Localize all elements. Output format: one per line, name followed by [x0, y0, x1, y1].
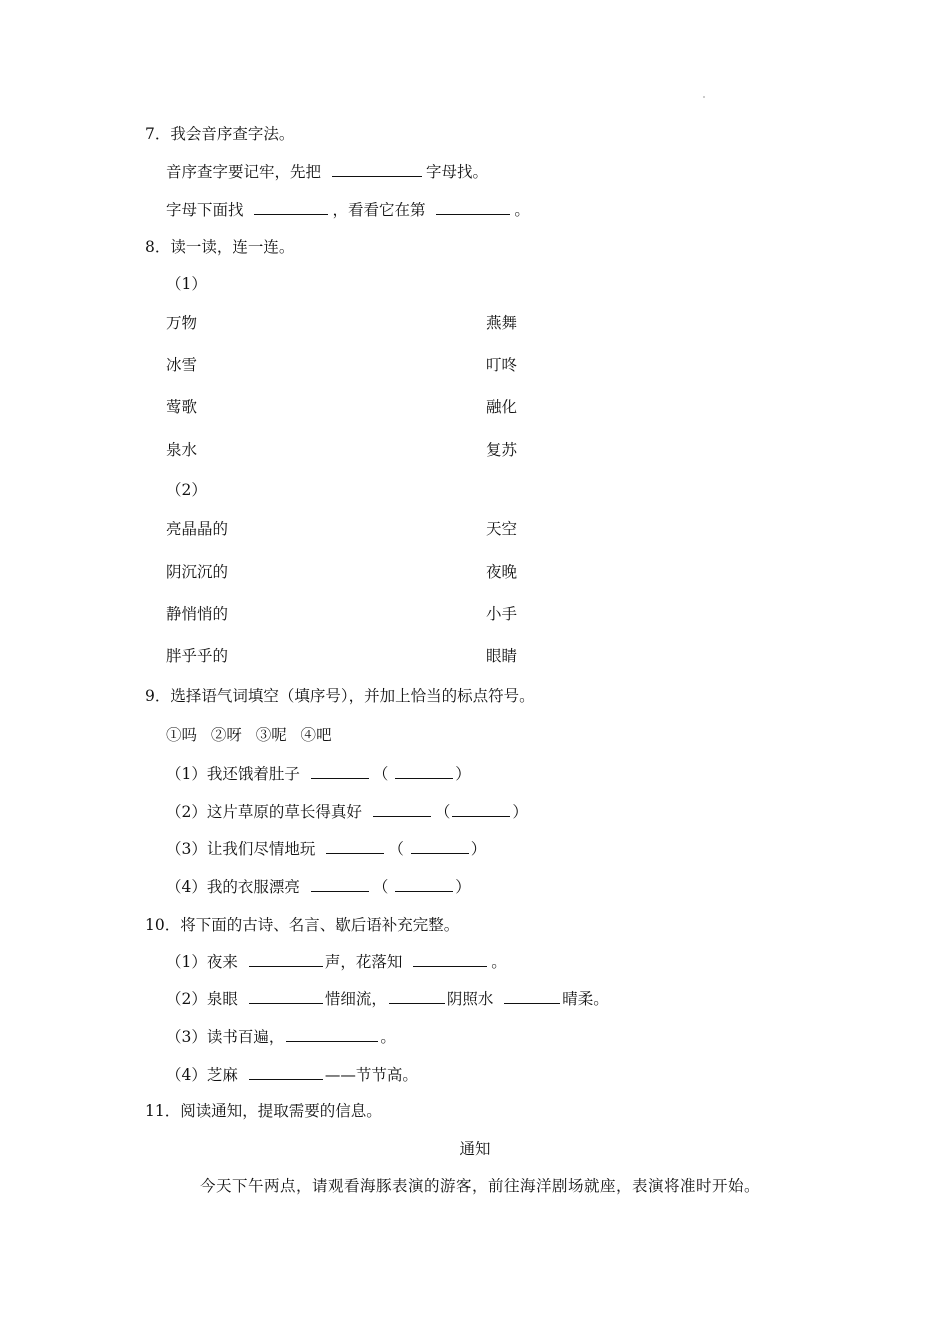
- match-left-item[interactable]: 莺歌: [166, 398, 198, 416]
- match-right-item[interactable]: 融化: [486, 398, 518, 416]
- answer-blank[interactable]: [286, 1027, 378, 1042]
- notice-title: 通知: [459, 1140, 491, 1158]
- match-right-item[interactable]: 夜晚: [486, 563, 518, 581]
- q10-text: （3）读书百遍，: [166, 1028, 285, 1046]
- q9-item: [166, 764, 471, 784]
- q9-item: [166, 839, 486, 859]
- answer-blank[interactable]: [389, 989, 445, 1004]
- q10-item-3: [166, 1027, 396, 1047]
- match-left-item[interactable]: 泉水: [166, 441, 198, 459]
- answer-blank[interactable]: [332, 162, 422, 177]
- match-left-item[interactable]: 静悄悄的: [166, 605, 229, 623]
- q10-text: （2）泉眼: [166, 990, 238, 1008]
- match-left-item[interactable]: 阴沉沉的: [166, 563, 229, 581]
- answer-blank[interactable]: [504, 989, 560, 1004]
- q10-title: 10．将下面的古诗、名言、歇后语补充完整。: [145, 916, 460, 934]
- q10-text: 。: [380, 1028, 396, 1046]
- match-left-item[interactable]: 亮晶晶的: [166, 520, 229, 538]
- q7-line2-text-c: 。: [514, 201, 530, 219]
- q8-title: 8．读一读，连一连。: [145, 238, 295, 256]
- match-right-item[interactable]: 眼睛: [486, 647, 518, 665]
- q9-item-text: （3）让我们尽情地玩: [166, 840, 316, 858]
- particle-blank[interactable]: [326, 839, 384, 854]
- q8-part1-label: （1）: [166, 275, 207, 293]
- q7-line2: [166, 200, 530, 220]
- q9-item-text: （4）我的衣服漂亮: [166, 878, 300, 896]
- match-right-item[interactable]: 小手: [486, 605, 518, 623]
- punctuation-blank[interactable]: [395, 877, 453, 892]
- match-right-item[interactable]: 复苏: [486, 441, 518, 459]
- notice-body: 今天下午两点，请观看海豚表演的游客，前往海洋剧场就座，表演将准时开始。: [200, 1177, 761, 1195]
- match-left-item[interactable]: 万物: [166, 314, 198, 332]
- q9-open-paren: （: [388, 840, 404, 858]
- q10-text: ——节节高。: [324, 1066, 418, 1084]
- q8-part2-label: （2）: [166, 481, 207, 499]
- q9-close-paren: ）: [470, 840, 487, 858]
- q9-item-text: （1）我还饿着肚子: [166, 765, 300, 783]
- match-left-item[interactable]: 胖乎乎的: [166, 647, 229, 665]
- q9-options: ①吗 ②呀 ③呢 ④吧: [166, 726, 332, 744]
- q9-title: 9．选择语气词填空（填序号），并加上恰当的标点符号。: [145, 687, 535, 705]
- particle-blank[interactable]: [311, 764, 369, 779]
- stray-mark: [703, 96, 705, 98]
- match-right-item[interactable]: 天空: [486, 520, 518, 538]
- q7-line1: [166, 162, 488, 182]
- q9-item: [166, 877, 471, 897]
- match-right-item[interactable]: 叮咚: [486, 356, 518, 374]
- answer-blank[interactable]: [254, 200, 328, 215]
- punctuation-blank[interactable]: [411, 839, 469, 854]
- q9-close-paren: ）: [455, 878, 471, 896]
- q10-text: 惜细流，: [324, 990, 387, 1008]
- match-left-item[interactable]: 冰雪: [166, 356, 198, 374]
- q10-text: 晴柔。: [562, 990, 609, 1008]
- punctuation-blank[interactable]: [395, 764, 453, 779]
- particle-blank[interactable]: [373, 802, 431, 817]
- q9-close-paren: ）: [455, 765, 471, 783]
- answer-blank[interactable]: [249, 952, 323, 967]
- q7-title: 7．我会音序查字法。: [145, 125, 295, 143]
- q9-item: [166, 802, 528, 822]
- q10-item-1: [166, 952, 507, 972]
- answer-blank[interactable]: [413, 952, 487, 967]
- q9-open-paren: （: [372, 878, 389, 896]
- q9-item-text: （2）这片草原的草长得真好: [166, 803, 362, 821]
- q10-text: （1）夜来: [166, 953, 238, 971]
- q10-item-4: [166, 1065, 418, 1085]
- q10-text: 。: [491, 953, 507, 971]
- answer-blank[interactable]: [436, 200, 510, 215]
- q11-title: 11．阅读通知，提取需要的信息。: [145, 1102, 382, 1120]
- q10-text: 阴照水: [446, 990, 494, 1008]
- q10-item-2: [166, 989, 609, 1009]
- q10-text: （4）芝麻: [166, 1066, 238, 1084]
- q10-text: 声，花落知: [324, 953, 403, 971]
- q7-line1-text-b: 字母找。: [425, 163, 488, 181]
- punctuation-blank[interactable]: [452, 802, 510, 817]
- answer-blank[interactable]: [249, 989, 323, 1004]
- particle-blank[interactable]: [311, 877, 369, 892]
- match-right-item[interactable]: 燕舞: [486, 314, 518, 332]
- q7-line2-text-a: 字母下面找: [166, 201, 244, 219]
- answer-blank[interactable]: [249, 1065, 323, 1080]
- q9-close-paren: ）: [512, 803, 528, 821]
- q7-line1-text-a: 音序查字要记牢，先把: [166, 163, 322, 181]
- q9-open-paren: （: [372, 765, 389, 783]
- q7-line2-text-b: ，看看它在第: [332, 201, 426, 219]
- q9-open-paren: （: [434, 803, 451, 821]
